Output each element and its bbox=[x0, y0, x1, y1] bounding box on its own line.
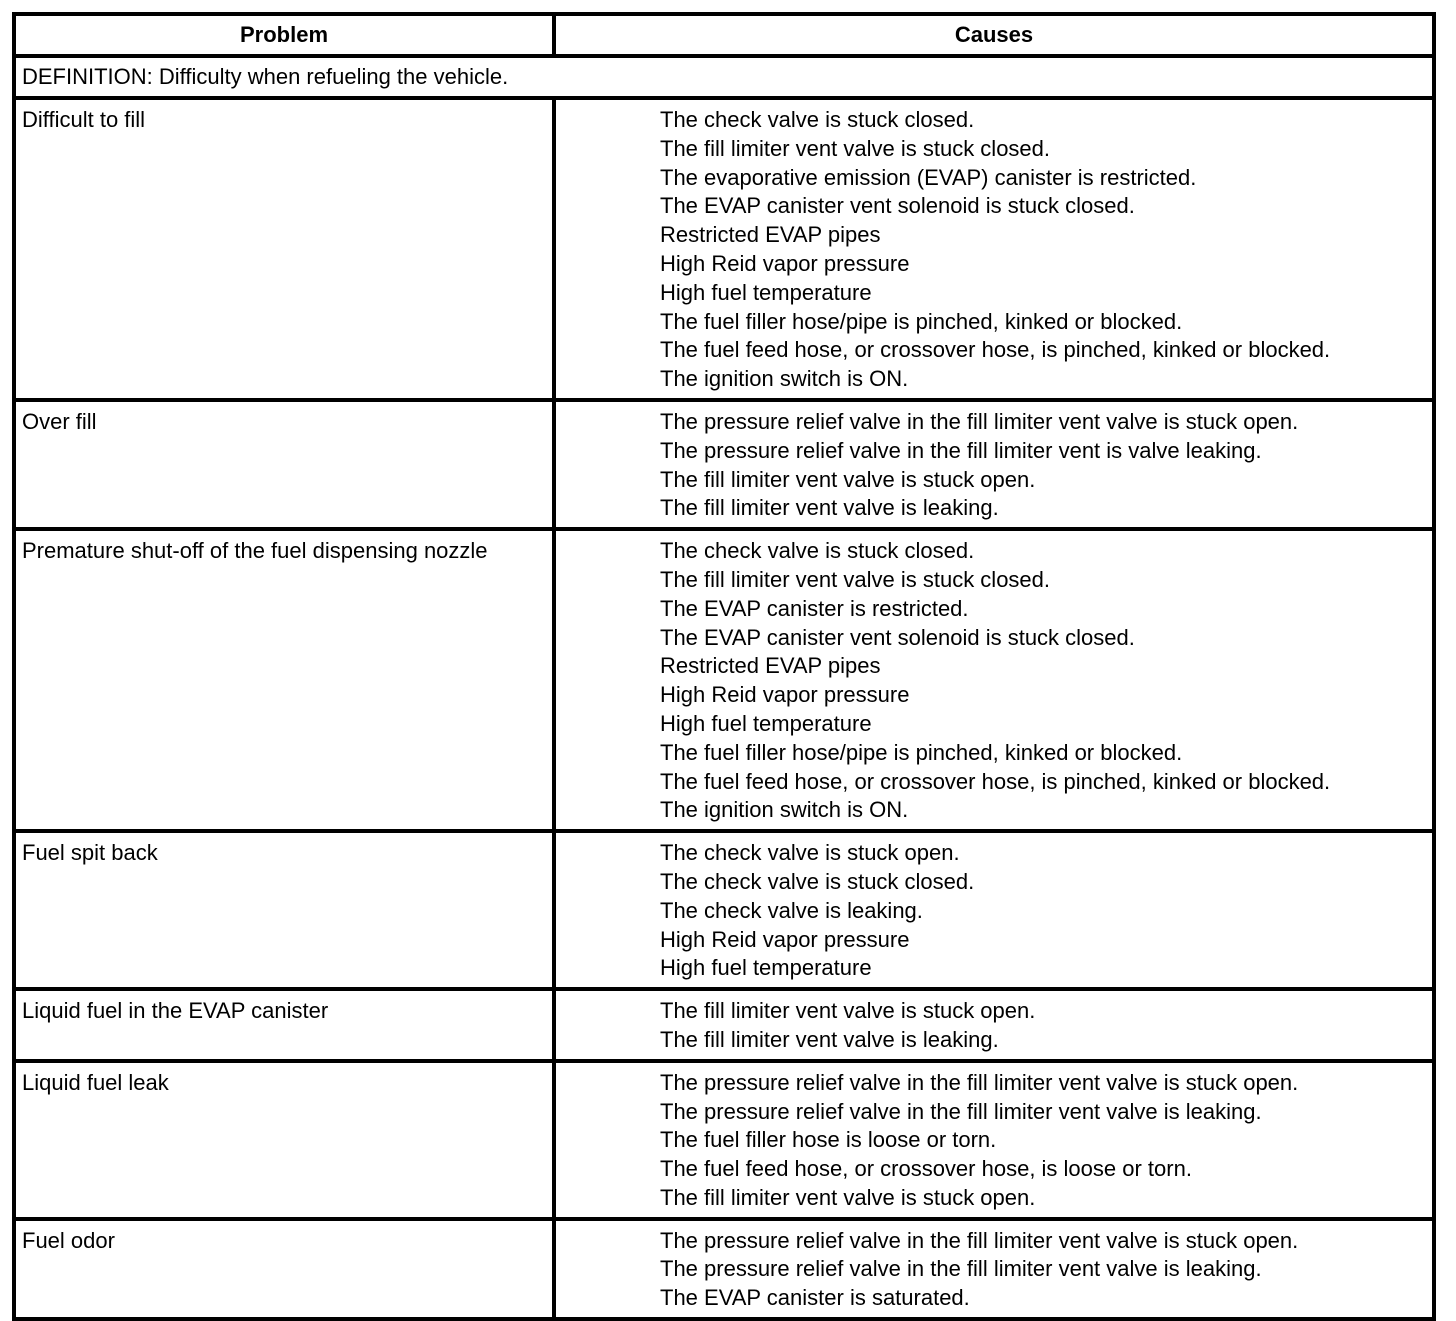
cause-item: High fuel temperature bbox=[660, 955, 872, 981]
cause-item: The pressure relief valve in the fill limiter vent valve is stuck open. bbox=[660, 1227, 1299, 1253]
table-row bbox=[14, 400, 1434, 529]
cause-item: The fill limiter vent valve is stuck closed. bbox=[660, 566, 1051, 592]
cause-item: High Reid vapor pressure bbox=[660, 250, 910, 276]
problem-cell: Premature shut-off of the fuel dispensing nozzle bbox=[14, 529, 554, 831]
cause-item: High fuel temperature bbox=[660, 710, 872, 736]
causes-cell bbox=[554, 831, 1434, 989]
cause-item: The fill limiter vent valve is stuck closed. bbox=[660, 135, 1051, 161]
cause-item: The pressure relief valve in the fill limiter vent is valve leaking. bbox=[660, 437, 1262, 463]
cause-item: The EVAP canister is saturated. bbox=[660, 1285, 970, 1311]
header-causes: Causes bbox=[554, 14, 1434, 56]
cause-item: The fill limiter vent valve is leaking. bbox=[660, 495, 999, 521]
cause-item: The EVAP canister is restricted. bbox=[660, 595, 969, 621]
causes-cell bbox=[554, 989, 1434, 1061]
cause-item: High Reid vapor pressure bbox=[660, 682, 910, 708]
cause-item: The pressure relief valve in the fill limiter vent valve is leaking. bbox=[660, 1256, 1262, 1282]
problem-cell: Liquid fuel leak bbox=[14, 1061, 554, 1219]
cause-item: The pressure relief valve in the fill limiter vent valve is stuck open. bbox=[660, 408, 1299, 434]
cause-item: The fuel feed hose, or crossover hose, is pinched, kinked or blocked. bbox=[660, 768, 1331, 794]
table-row bbox=[14, 1219, 1434, 1319]
cause-item: Restricted EVAP pipes bbox=[660, 222, 881, 248]
cause-item: The fuel filler hose/pipe is pinched, kinked or blocked. bbox=[660, 739, 1183, 765]
cause-item: The fuel filler hose is loose or torn. bbox=[660, 1127, 997, 1153]
cause-item: The EVAP canister vent solenoid is stuck closed. bbox=[660, 193, 1135, 219]
definition-text: DEFINITION: Difficulty when refueling the vehicle. bbox=[14, 56, 1434, 98]
header-problem: Problem bbox=[14, 14, 554, 56]
cause-item: The fill limiter vent valve is stuck open. bbox=[660, 466, 1036, 492]
cause-item: The evaporative emission (EVAP) canister is restricted. bbox=[660, 164, 1197, 190]
cause-item: The fuel filler hose/pipe is pinched, kinked or blocked. bbox=[660, 308, 1183, 334]
table-row bbox=[14, 831, 1434, 989]
cause-item: High Reid vapor pressure bbox=[660, 926, 910, 952]
cause-item: The EVAP canister vent solenoid is stuck closed. bbox=[660, 624, 1135, 650]
causes-cell bbox=[554, 400, 1434, 529]
table-row bbox=[14, 529, 1434, 831]
cause-item: The fuel feed hose, or crossover hose, is pinched, kinked or blocked. bbox=[660, 337, 1331, 363]
problem-cell: Fuel spit back bbox=[14, 831, 554, 989]
header-row bbox=[14, 14, 1434, 56]
problem-cell: Difficult to fill bbox=[14, 98, 554, 400]
problem-cell: Fuel odor bbox=[14, 1219, 554, 1319]
cause-item: The fill limiter vent valve is stuck open. bbox=[660, 1184, 1036, 1210]
causes-cell bbox=[554, 1219, 1434, 1319]
cause-item: The check valve is stuck closed. bbox=[660, 538, 975, 564]
cause-item: Restricted EVAP pipes bbox=[660, 653, 881, 679]
cause-item: The ignition switch is ON. bbox=[660, 366, 909, 392]
table-row bbox=[14, 98, 1434, 400]
causes-cell bbox=[554, 98, 1434, 400]
definition-row bbox=[14, 56, 1434, 98]
cause-item: The check valve is stuck open. bbox=[660, 840, 960, 866]
causes-cell bbox=[554, 1061, 1434, 1219]
cause-item: The fuel feed hose, or crossover hose, is loose or torn. bbox=[660, 1156, 1192, 1182]
table-row bbox=[14, 989, 1434, 1061]
cause-item: The pressure relief valve in the fill limiter vent valve is stuck open. bbox=[660, 1069, 1299, 1095]
cause-item: The pressure relief valve in the fill limiter vent valve is leaking. bbox=[660, 1098, 1262, 1124]
cause-item: The check valve is stuck closed. bbox=[660, 868, 975, 894]
problem-cell: Over fill bbox=[14, 400, 554, 529]
cause-item: High fuel temperature bbox=[660, 279, 872, 305]
cause-item: The check valve is stuck closed. bbox=[660, 107, 975, 132]
diagnosis-table bbox=[12, 12, 1436, 1321]
causes-cell bbox=[554, 529, 1434, 831]
cause-item: The check valve is leaking. bbox=[660, 897, 923, 923]
problem-cell: Liquid fuel in the EVAP canister bbox=[14, 989, 554, 1061]
table-row bbox=[14, 1061, 1434, 1219]
cause-item: The fill limiter vent valve is stuck open. bbox=[660, 998, 1036, 1024]
cause-item: The fill limiter vent valve is leaking. bbox=[660, 1026, 999, 1052]
cause-item: The ignition switch is ON. bbox=[660, 797, 909, 823]
